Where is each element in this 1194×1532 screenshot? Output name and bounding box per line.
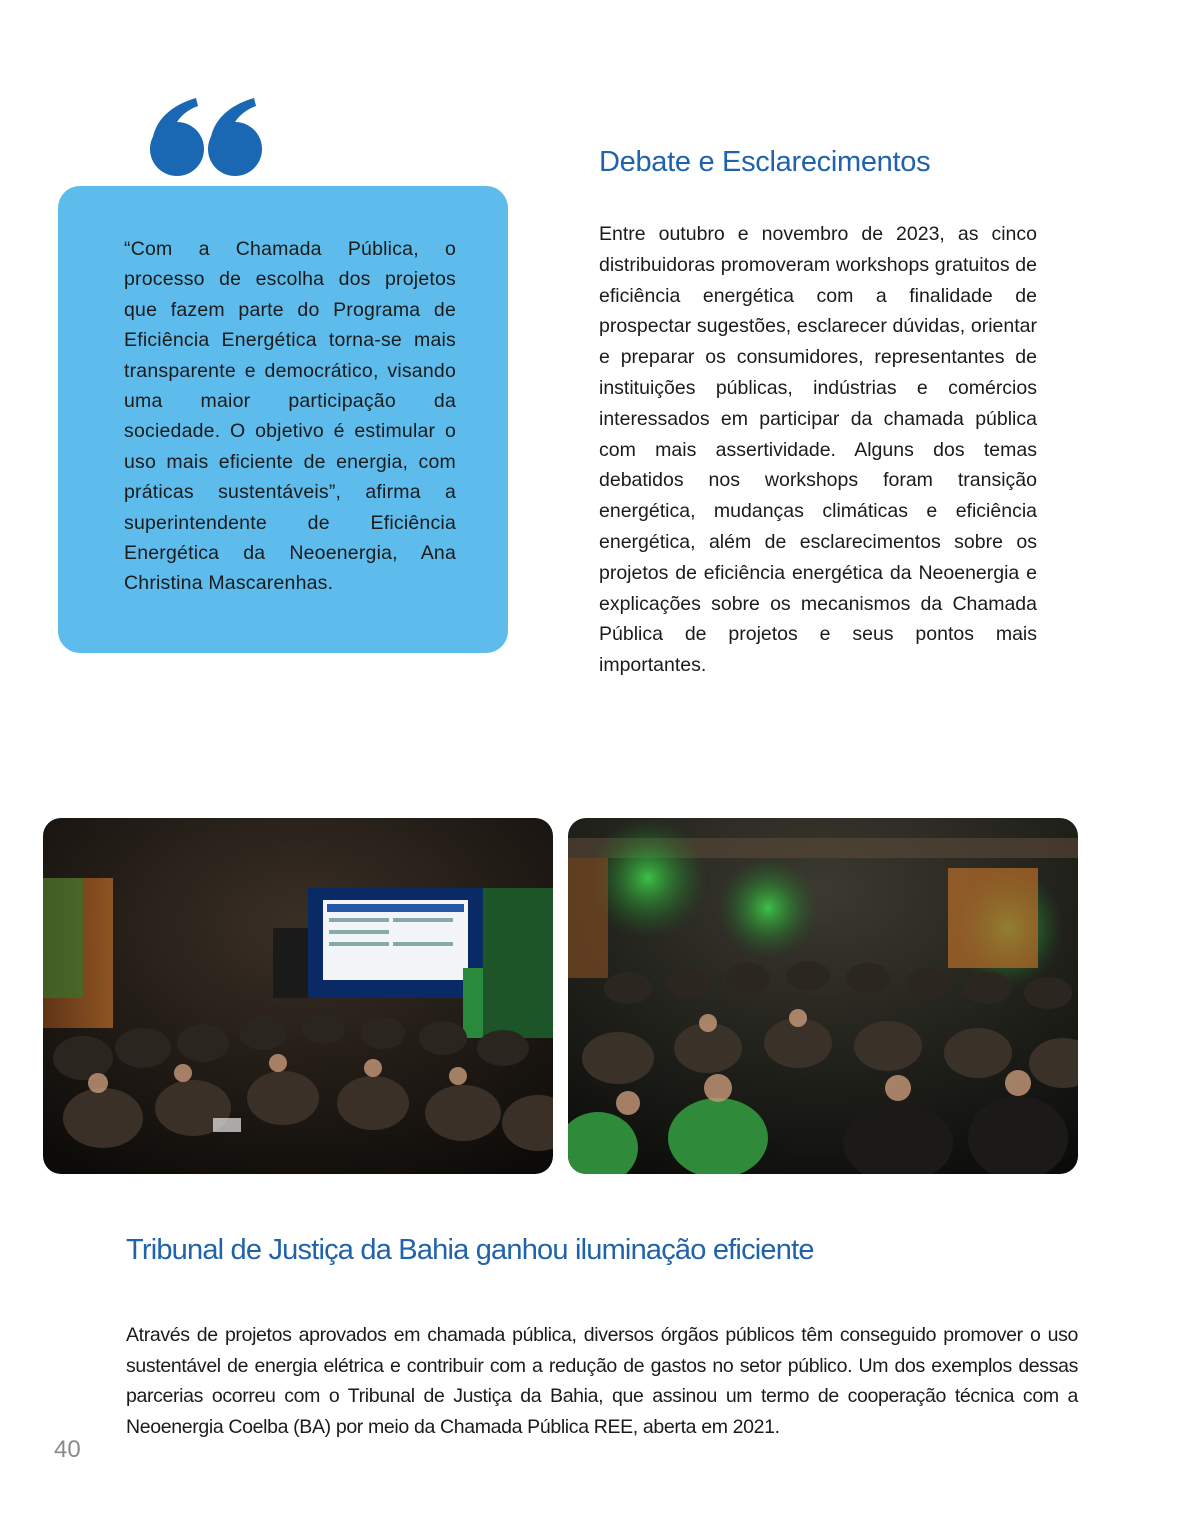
section-body-debate: Entre outubro e novembro de 2023, as cinco distribuidoras promoveram workshops gratuitos de eficiência energética com a finalidade de prospectar sugestões, esclarecer dúvidas, orientar e preparar os consumidores, representantes de instituições públicas, indústrias e comércios interessados em participar da chamada pública com mais assertividade. Alguns dos temas debatidos nos workshops foram transição energética, mudanças climáticas e eficiência energética, além de esclarecimentos sobre os projetos de eficiência energética da Neoenergia e explicações sobre os mecanismos da Chamada Pública de projetos e seus pontos mais importantes.	[599, 223, 1037, 677]
section-heading-tribunal: Tribunal de Justiça da Bahia ganhou iluminação eficiente	[126, 1234, 814, 1266]
workshop-photo-audience	[568, 818, 1078, 1174]
section-body-tribunal: Através de projetos aprovados em chamada pública, diversos órgãos públicos têm conseguido promover o uso sustentável de energia elétrica e contribuir com a redução de gastos no setor público. Um dos exemplos dessas parcerias ocorreu com o Tribunal de Justiça da Bahia, que assinou um termo de cooperação técnica com a Neoenergia Coelba (BA) por meio da Chamada Pública REE, aberta em 2021.	[126, 1324, 1078, 1438]
section-heading-debate: Debate e Esclarecimentos	[599, 146, 931, 178]
workshop-photo-stage	[43, 818, 553, 1174]
quote-text: “Com a Chamada Pública, o processo de escolha dos projetos que fazem parte do Programa de Eficiência Energética torna-se mais transparente e democrático, visando uma maior participação da sociedade. O objetivo é estimular o uso mais eficiente de energia, com práticas sustentáveis”, afirma a superintendente de Eficiência Energética da Neoenergia, Ana Christina Mascarenhas.	[124, 238, 456, 595]
page-number: 40	[54, 1436, 81, 1463]
open-quote-icon	[148, 96, 266, 180]
quote-box	[58, 186, 508, 653]
